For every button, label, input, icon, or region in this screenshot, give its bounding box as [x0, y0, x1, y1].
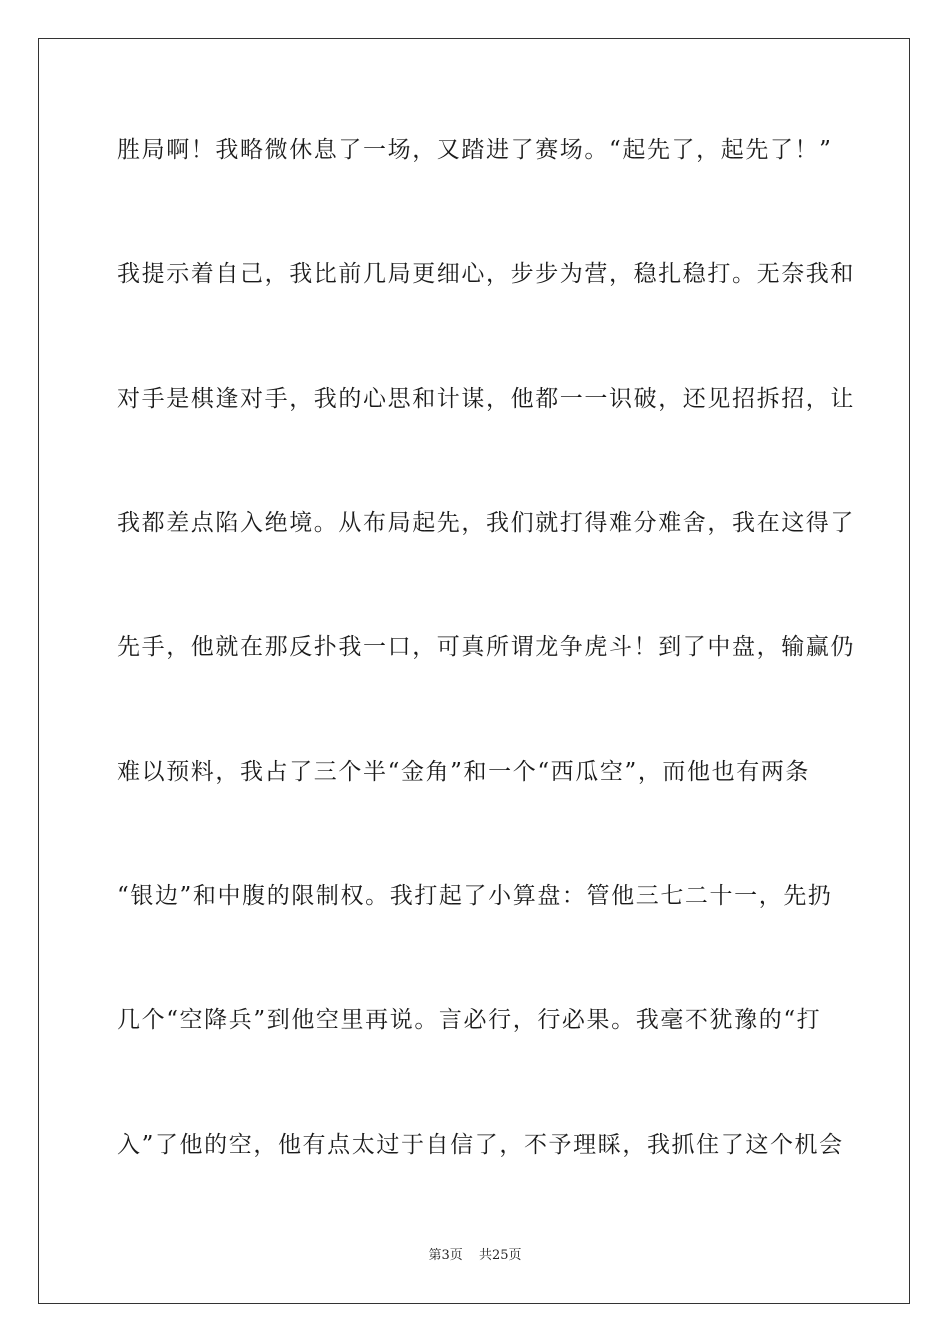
- text-line: 难以预料，我占了三个半“金角”和一个“西瓜空”，而他也有两条: [117, 759, 811, 785]
- text-line: 入”了他的空，他有点太过于自信了，不予理睬，我抓住了这个机会: [117, 1132, 844, 1158]
- page-footer: [39, 1247, 911, 1265]
- text-line: 胜局啊！我略微休息了一场，又踏进了赛场。“起先了，起先了！”: [117, 137, 833, 163]
- text-line: 对手是棋逢对手，我的心思和计谋，他都一一识破，还见招拆招，让: [117, 386, 855, 412]
- text-line: 先手，他就在那反扑我一口，可真所谓龙争虎斗！到了中盘，输赢仍: [117, 634, 855, 660]
- text-line: 几个“空降兵”到他空里再说。言必行，行必果。我毫不犹豫的“打: [117, 1007, 822, 1033]
- text-line: 我都差点陷入绝境。从布局起先，我们就打得难分难舍，我在这得了: [117, 510, 855, 536]
- text-line: 我提示着自己，我比前几局更细心，步步为营，稳扎稳打。无奈我和: [117, 261, 855, 287]
- page-number: 第3页: [428, 1248, 463, 1263]
- page-total: 共25页: [478, 1248, 522, 1263]
- text-line: “银边”和中腹的限制权。我打起了小算盘：管他三七二十一，先扔: [117, 883, 833, 909]
- page-frame: [38, 38, 910, 1304]
